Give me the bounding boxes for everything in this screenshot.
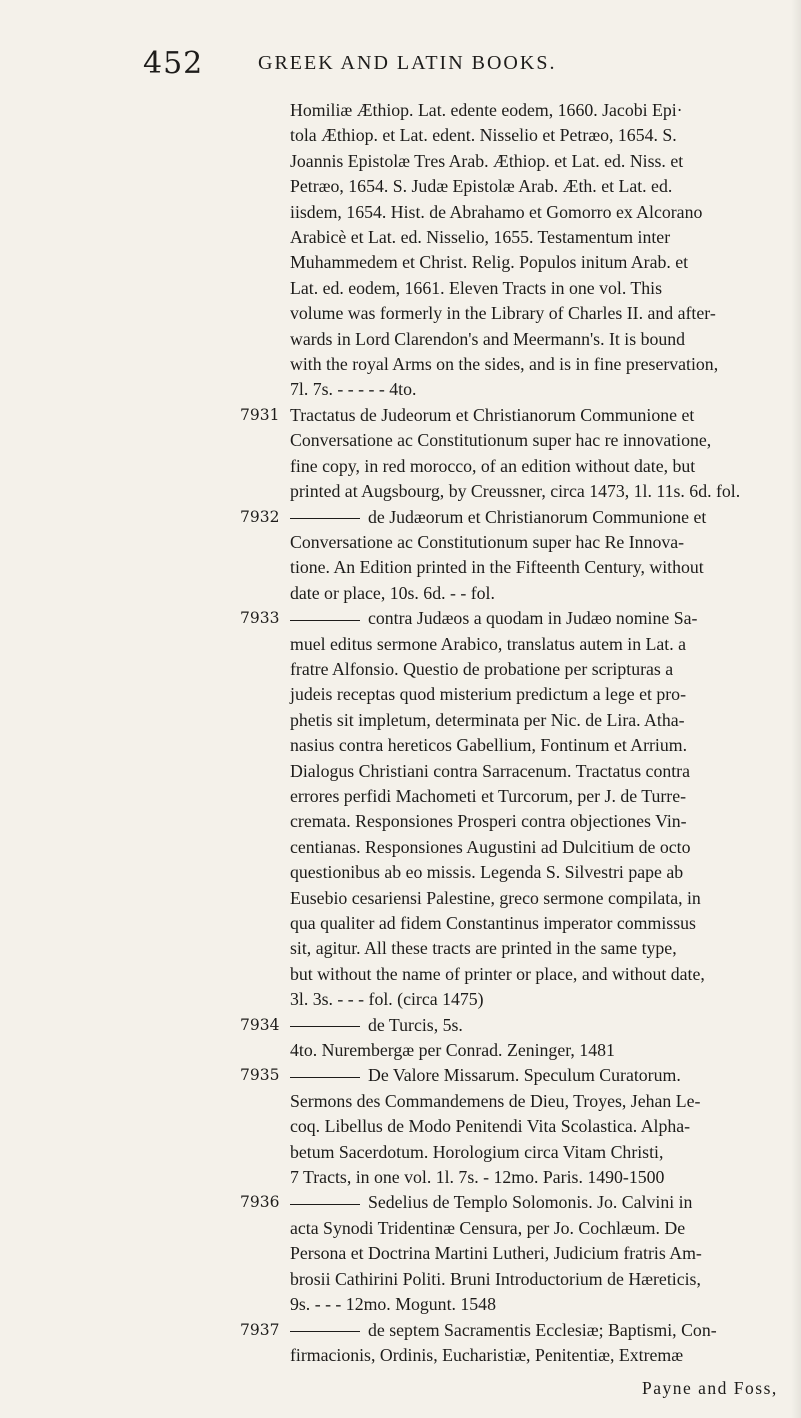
entry-line (290, 479, 771, 504)
entry-number: 7935 (240, 1066, 280, 1085)
entry-line-text: date or place, 10s. 6d. - - fol. (290, 582, 495, 603)
entry-line-text: Joannis Epistolæ Tres Arab. Æthiop. et Lat. ed. Niss. et (290, 150, 684, 171)
entry-text (290, 1013, 771, 1064)
entry-line-text: judeis receptas quod misterium predictum a lege et pro- (290, 684, 686, 705)
entry-line-text: 9s. - - - 12mo. Mogunt. 1548 (290, 1294, 496, 1315)
entry-line (290, 708, 771, 733)
entry-line (290, 403, 771, 428)
entry-line-text: 7l. 7s. - - - - - 4to. (290, 379, 417, 400)
entry-line (290, 98, 771, 123)
entry-line (290, 1267, 771, 1292)
entry-line-text: brosii Cathirini Politi. Bruni Introductorium de Hæreticis, (290, 1268, 701, 1289)
entry-line (290, 606, 771, 631)
entry-line (290, 377, 771, 402)
entry-line-text: volume was formerly in the Library of Charles II. and after- (290, 303, 716, 324)
entry-line-text: iisdem, 1654. Hist. de Abrahamo et Gomorro ex Alcorano (290, 201, 703, 222)
page-number: 452 (143, 46, 204, 81)
entry-line (290, 1318, 771, 1343)
entry-number: 7931 (240, 405, 280, 424)
entry-line-text: qua qualiter ad fidem Constantinus imperator commissus (290, 913, 696, 933)
entry-text (290, 1190, 771, 1317)
entry-line-text: cremata. Responsiones Prosperi contra objectiones Vin- (290, 811, 687, 832)
entry-line-text: De Valore Missarum. Speculum Curatorum. (368, 1065, 681, 1086)
entry-line-text: fratre Alfonsio. Questio de probatione per scripturas a (290, 658, 674, 679)
entry-line (290, 886, 771, 911)
entry-line-text: coq. Libellus de Modo Penitendi Vita Scolastica. Alpha- (290, 1116, 691, 1137)
entry-line-text: Petræo, 1654. S. Judæ Epistolæ Arab. Æth. et Lat. ed. (290, 176, 673, 197)
entry-line-text: Tractatus de Judeorum et Christianorum Communione et (290, 404, 695, 425)
ditto-dash (290, 1331, 360, 1332)
entry-line-text: Lat. ed. eodem, 1661. Eleven Tracts in one vol. This (290, 277, 663, 298)
entry-line-text: 7 Tracts, in one vol. 1l. 7s. - 12mo. Paris. 1490-1500 (290, 1167, 665, 1188)
catchword: Payne and Foss, (642, 1378, 778, 1398)
entry-line (290, 123, 771, 148)
entry-line (290, 911, 771, 936)
entry-line (290, 276, 771, 301)
entry-line-text: contra Judæos a quodam in Judæo nomine Sa- (368, 608, 698, 629)
entry-line (290, 200, 771, 225)
entry-text (290, 1318, 771, 1369)
ditto-dash (290, 1077, 360, 1078)
catalogue-entry (0, 505, 801, 607)
entry-line-text: tione. An Edition printed in the Fifteenth Century, without (290, 557, 704, 578)
entry-line-text: nasius contra hereticos Gabellium, Fontinum et Arrium. (290, 735, 688, 756)
entry-number: 7932 (240, 507, 280, 526)
entry-line (290, 733, 771, 758)
entry-line-text: Muhammedem et Christ. Relig. Populos initum Arab. et (290, 252, 689, 273)
page-edge-shadow (791, 0, 801, 1418)
entry-line (290, 632, 771, 657)
ditto-dash (290, 1026, 360, 1027)
entry-text (290, 505, 771, 607)
entry-line (290, 454, 771, 479)
entry-line (290, 1140, 771, 1165)
entry-line (290, 555, 771, 580)
entry-line-text: centianas. Responsiones Augustini ad Dulcitium de octo (290, 836, 691, 857)
ditto-dash (290, 1204, 360, 1205)
entry-line-text: de Turcis, 5s. (368, 1014, 463, 1035)
entry-line-text: wards in Lord Clarendon's and Meermann's. It is bound (290, 328, 686, 349)
catalogue-entry (0, 606, 801, 1013)
entry-line (290, 682, 771, 707)
entry-line-text: with the royal Arms on the sides, and is in fine preservation, (290, 354, 719, 375)
entry-line-text: de Judæorum et Christianorum Communione et (368, 506, 707, 527)
catalogue-entry (0, 1318, 801, 1369)
entry-line-text: muel editus sermone Arabico, translatus autem in Lat. a (290, 633, 687, 654)
entry-line-text: de septem Sacramentis Ecclesiæ; Baptismi, Con- (368, 1319, 717, 1340)
catalogue-entry (0, 98, 801, 403)
entry-line (290, 784, 771, 809)
entry-number: 7934 (240, 1015, 280, 1034)
entry-line-text: betum Sacerdotum. Horologium circa Vitam Christi, (290, 1141, 664, 1162)
entry-line (290, 1343, 771, 1368)
entry-line (290, 1241, 771, 1266)
entry-text (290, 98, 771, 403)
entry-line-text: acta Synodi Tridentinæ Censura, per Jo. Cochlæum. De (290, 1217, 686, 1238)
entry-line (290, 301, 771, 326)
entry-line (290, 936, 771, 961)
entry-line (290, 987, 771, 1012)
entry-line-text: Conversatione ac Constitutionum super hac re innovatione, (290, 430, 712, 451)
catalogue-entries (0, 98, 801, 1368)
entry-number: 7937 (240, 1320, 280, 1339)
entry-line-text: Persona et Doctrina Martini Lutheri, Judicium fratris Am- (290, 1243, 702, 1264)
entry-line-text: Sermons des Commandemens de Dieu, Troyes, Jehan Le- (290, 1090, 701, 1111)
entry-line (290, 657, 771, 682)
entry-line (290, 759, 771, 784)
entry-line (290, 428, 771, 453)
entry-line (290, 1089, 771, 1114)
catalogue-entry (0, 1013, 801, 1064)
catalogue-entry (0, 403, 801, 505)
entry-line-text: firmacionis, Ordinis, Eucharistiæ, Penitentiæ, Extremæ (290, 1344, 684, 1365)
entry-line-text: Sedelius de Templo Solomonis. Jo. Calvini in (368, 1192, 693, 1213)
entry-line (290, 1038, 771, 1063)
entry-line (290, 250, 771, 275)
entry-line-text: phetis sit impletum, determinata per Nic. de Lira. Atha- (290, 709, 685, 730)
entry-line-text: printed at Augsbourg, by Creussner, circa 1473, 1l. 11s. 6d. fol. (290, 481, 741, 502)
entry-line-text: questionibus ab eo missis. Legenda S. Silvestri pape ab (290, 862, 684, 883)
entry-text (290, 403, 771, 505)
entry-line (290, 174, 771, 199)
entry-line-text: Arabicè et Lat. ed. Nisselio, 1655. Testamentum inter (290, 227, 671, 248)
entry-line-text: fine copy, in red morocco, of an edition without date, but (290, 455, 696, 476)
entry-line (290, 1165, 771, 1190)
running-head: GREEK AND LATIN BOOKS. (258, 52, 557, 74)
catalogue-entry (0, 1190, 801, 1317)
entry-line-text: Eusebio cesariensi Palestine, greco sermone compilata, in (290, 887, 701, 908)
entry-line-text: sit, agitur. All these tracts are printed in the same type, (290, 938, 677, 959)
entry-line-text: errores perfidi Machometi et Turcorum, per J. de Turre- (290, 785, 687, 806)
entry-line (290, 149, 771, 174)
catalogue-entry (0, 1063, 801, 1190)
entry-line (290, 530, 771, 555)
entry-line (290, 1063, 771, 1088)
entry-line (290, 809, 771, 834)
ditto-dash (290, 518, 360, 519)
entry-line (290, 1114, 771, 1139)
entry-line (290, 581, 771, 606)
entry-number: 7936 (240, 1193, 280, 1212)
entry-line (290, 1292, 771, 1317)
ditto-dash (290, 620, 360, 621)
entry-line (290, 327, 771, 352)
entry-line (290, 1190, 771, 1215)
entry-line (290, 860, 771, 885)
entry-line (290, 352, 771, 377)
entry-line (290, 505, 771, 530)
entry-line-text: Dialogus Christiani contra Sarracenum. Tractatus contra (290, 760, 690, 781)
entry-line-text: but without the name of printer or place, and without date, (290, 963, 705, 984)
entry-line-text: tola Æthiop. et Lat. edent. Nisselio et Petræo, 1654. S. (290, 125, 677, 146)
entry-line (290, 835, 771, 860)
entry-line-text: Conversatione ac Constitutionum super hac Re Innova- (290, 531, 685, 552)
entry-line (290, 225, 771, 250)
entry-number: 7933 (240, 609, 280, 628)
entry-line-text: Homiliæ Æthiop. Lat. edente eodem, 1660. Jacobi Epi· (290, 100, 683, 120)
entry-text (290, 606, 771, 1013)
entry-text (290, 1063, 771, 1190)
entry-line (290, 1216, 771, 1241)
entry-line-text: 4to. Nurembergæ per Conrad. Zeninger, 1481 (290, 1040, 615, 1061)
entry-line (290, 962, 771, 987)
page-header (0, 46, 801, 86)
entry-line (290, 1013, 771, 1038)
entry-line-text: 3l. 3s. - - - fol. (circa 1475) (290, 989, 484, 1010)
